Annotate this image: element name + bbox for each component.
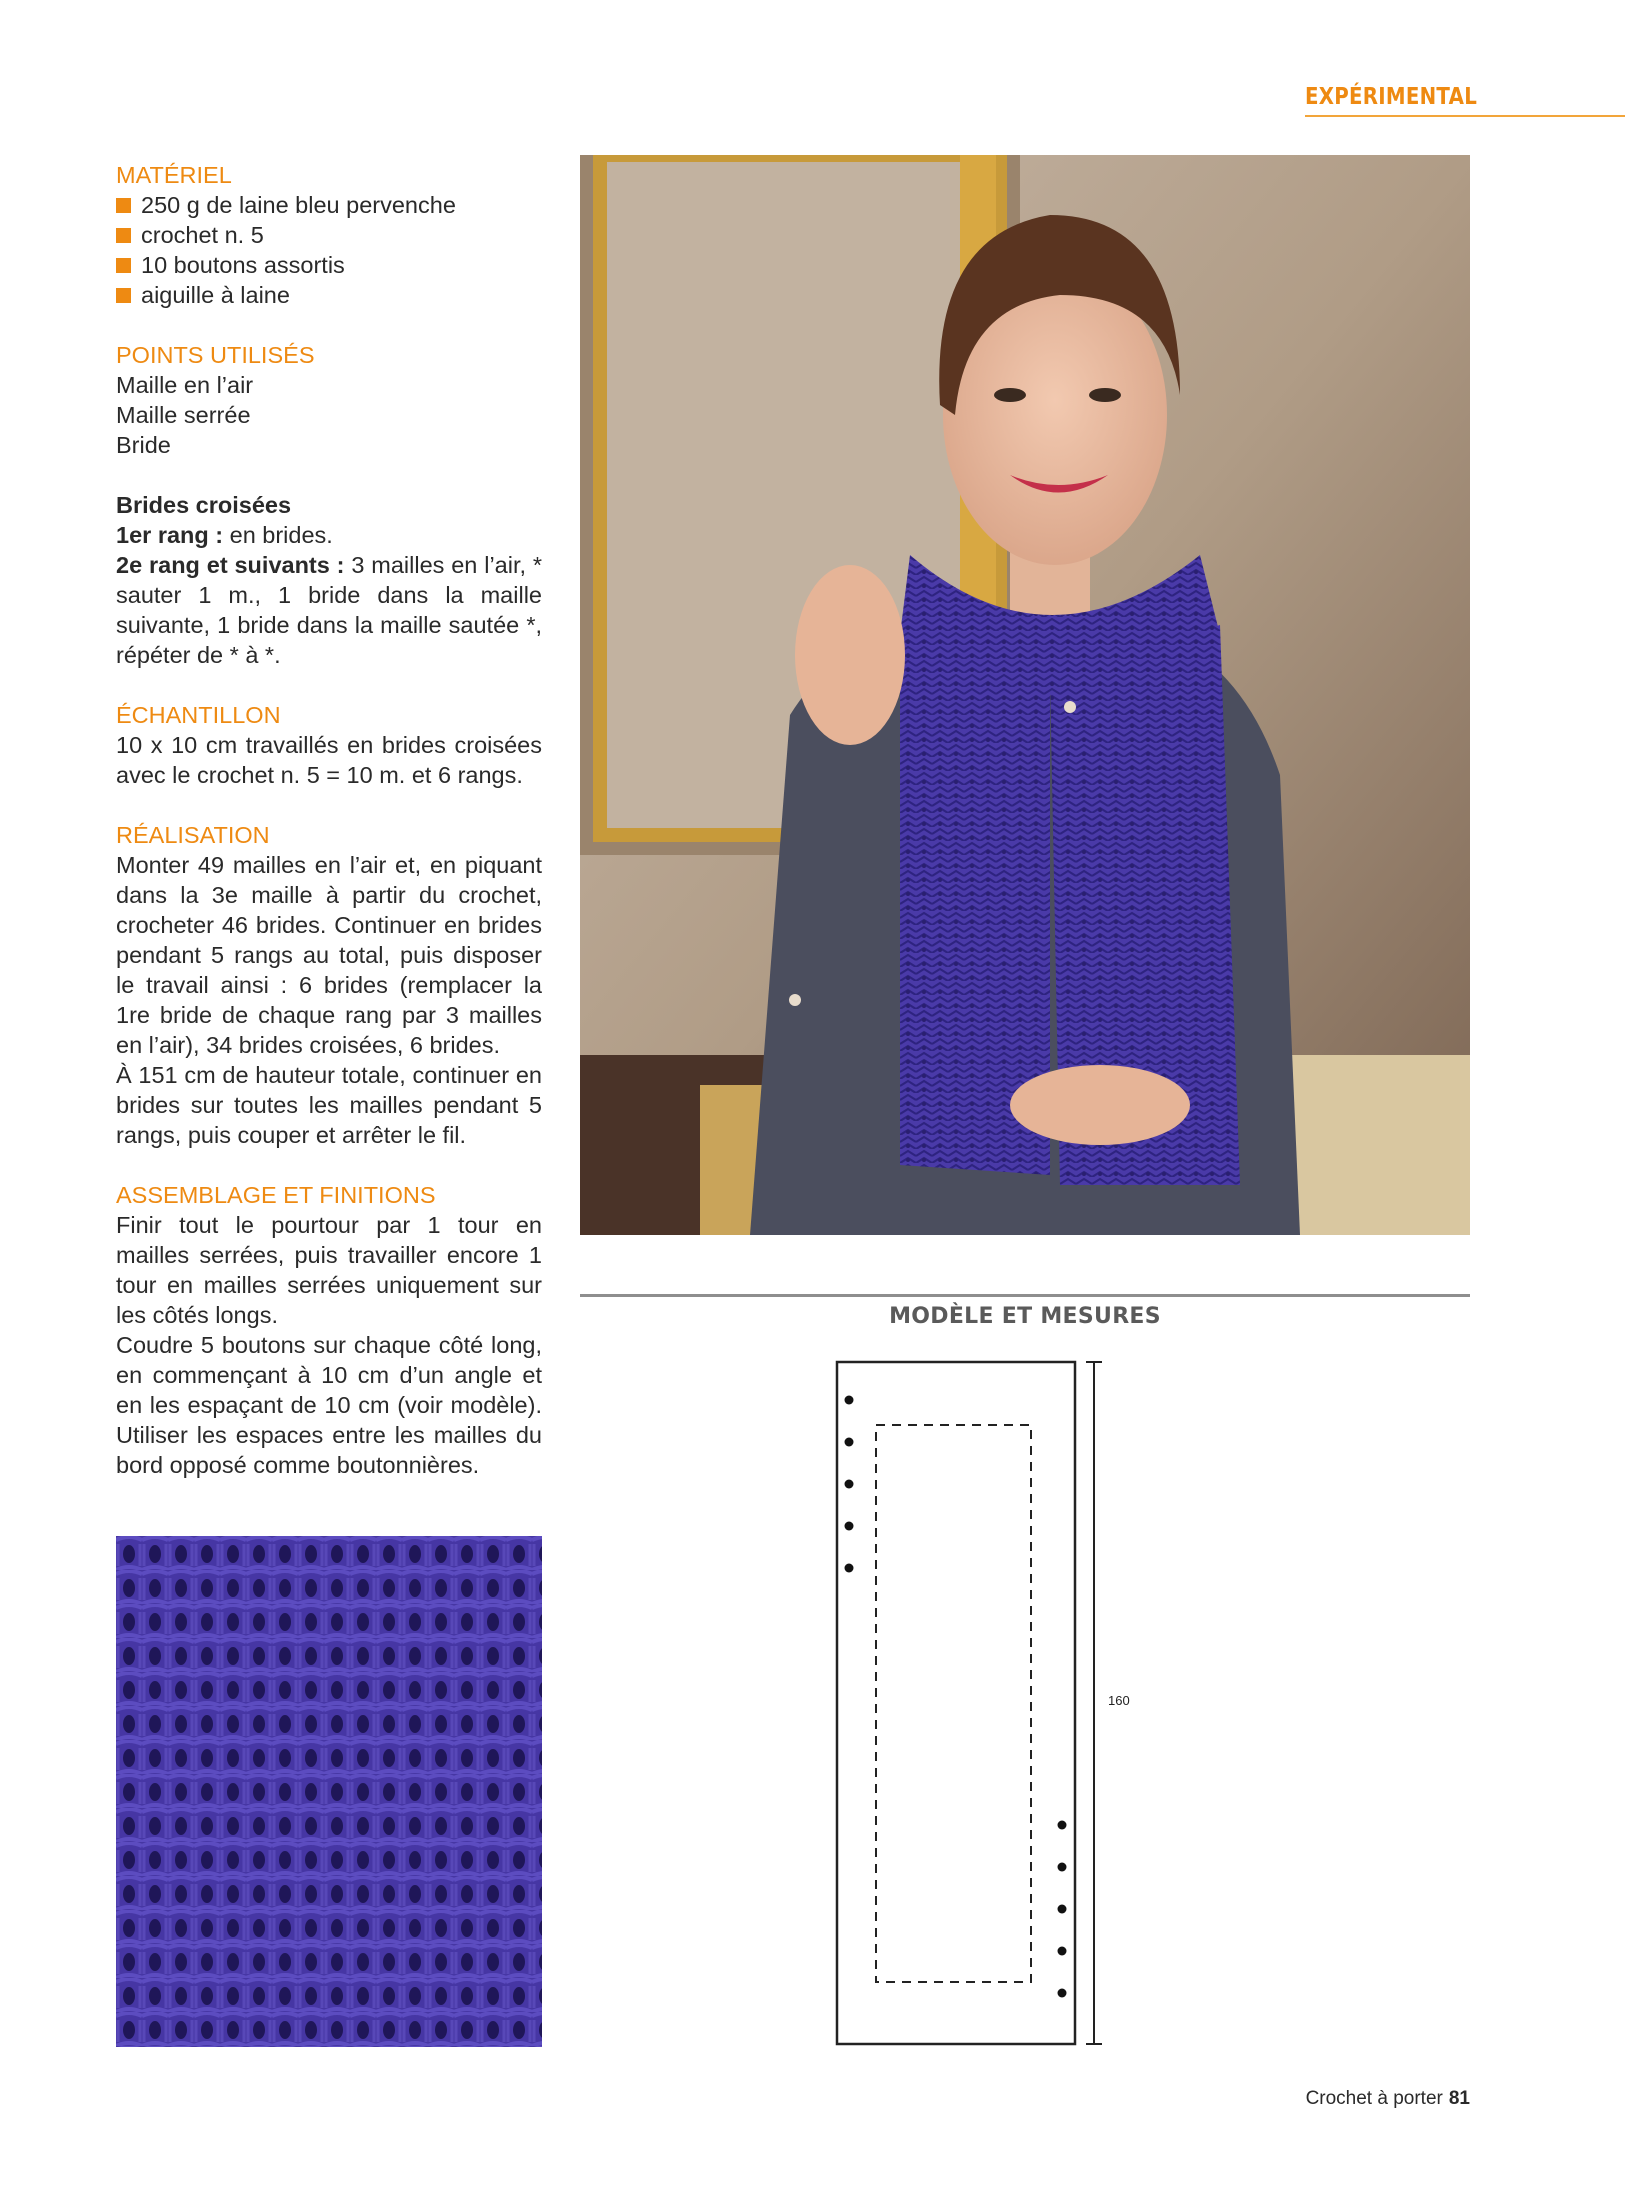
points-section — [116, 340, 542, 460]
button-dot — [1058, 1821, 1067, 1830]
button-dot — [845, 1522, 854, 1531]
button-dot — [1058, 1989, 1067, 1998]
inner-panel — [876, 1425, 1031, 1982]
points-heading: POINTS UTILISÉS — [116, 342, 315, 368]
publication-name: Crochet à porter — [1305, 2088, 1443, 2109]
diagram-title: MODÈLE ET MESURES — [889, 1304, 1161, 1329]
button-dot — [1058, 1947, 1067, 1956]
echantillon-text: 10 x 10 cm travaillés en brides croisées avec le crochet n. 5 = 10 m. et 6 rangs. — [116, 732, 542, 788]
stitch-swatch-photo — [116, 1536, 542, 2047]
brides-heading: Brides croisées — [116, 492, 292, 518]
list-item: 10 boutons assortis — [116, 250, 542, 280]
bullet-square-icon — [116, 228, 131, 243]
bullet-square-icon — [116, 198, 131, 213]
button-dot — [845, 1396, 854, 1405]
list-item: crochet n. 5 — [116, 220, 542, 250]
materiel-section — [116, 160, 542, 310]
list-item: 250 g de laine bleu pervenche — [116, 190, 542, 220]
list-item: aiguille à laine — [116, 280, 542, 310]
button-dot — [1058, 1905, 1067, 1914]
assemblage-p2: Coudre 5 boutons sur chaque côté long, en commençant à 10 cm d’un angle et en les espaçant de 10 cm (voir modèle). Utiliser les espaces entre les mailles du bord opposé comme boutonnières. — [116, 1332, 542, 1478]
stitch-swatch-illustration — [116, 1536, 542, 2047]
realisation-p1: Monter 49 mailles en l’air et, en piquant dans la 3e maille à partir du crochet, crocheter 46 brides. Continuer en brides pendant 5 rangs au total, puis disposer le travail ainsi : 6 brides (remplacer la 1re bride de chaque rang par 3 mailles en l’air), 34 brides croisées, 6 brides. — [116, 852, 542, 1058]
realisation-heading: RÉALISATION — [116, 822, 270, 848]
brides-section — [116, 490, 542, 670]
stitch-item: Maille serrée — [116, 402, 251, 428]
section-tag: EXPÉRIMENTAL — [1305, 84, 1478, 110]
scarf-outline — [837, 1362, 1075, 2044]
page-number: 81 — [1448, 2088, 1470, 2109]
brides-row1: 1er rang : en brides. — [116, 522, 333, 548]
stitch-item: Bride — [116, 432, 171, 458]
page-footer — [1306, 2088, 1470, 2110]
assemblage-section — [116, 1180, 542, 1480]
model-photo — [580, 155, 1470, 1235]
echantillon-section — [116, 700, 542, 790]
diagram-rule — [580, 1294, 1470, 1297]
materiel-heading: MATÉRIEL — [116, 162, 232, 188]
section-rule — [1305, 115, 1625, 117]
height-label: 160 — [1108, 1693, 1130, 1708]
stitch-item: Maille en l’air — [116, 372, 254, 398]
button-dot — [845, 1480, 854, 1489]
scarf-diagram — [820, 1350, 1150, 2050]
realisation-p2: À 151 cm de hauteur totale, continuer en brides sur toutes les mailles pendant 5 rangs, puis couper et arrêter le fil. — [116, 1062, 542, 1148]
materiel-list — [116, 190, 542, 310]
instructions-column — [116, 160, 542, 1510]
assemblage-heading: ASSEMBLAGE ET FINITIONS — [116, 1182, 436, 1208]
bullet-square-icon — [116, 258, 131, 273]
button-dot — [845, 1438, 854, 1447]
assemblage-p1: Finir tout le pourtour par 1 tour en mailles serrées, puis travailler encore 1 tour en mailles serrées uniquement sur les côtés longs. — [116, 1212, 542, 1328]
realisation-section — [116, 820, 542, 1150]
button-dot — [845, 1564, 854, 1573]
echantillon-heading: ÉCHANTILLON — [116, 702, 281, 728]
model-photo-illustration — [580, 155, 1470, 1235]
button-dot — [1058, 1863, 1067, 1872]
bullet-square-icon — [116, 288, 131, 303]
brides-row2: 2e rang et suivants : 3 mailles en l’air, * sauter 1 m., 1 bride dans la maille suivante, 1 bride dans la maille sautée *, répéter de * à *. — [116, 552, 543, 668]
